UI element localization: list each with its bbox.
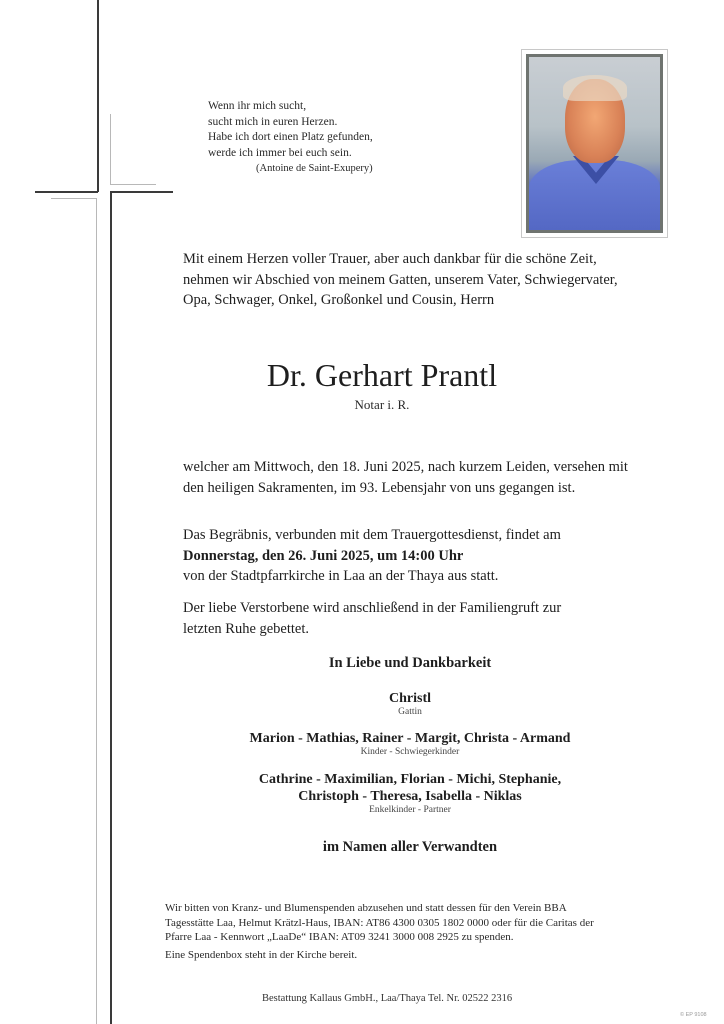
mourners-closing-text: im Namen aller Verwandten xyxy=(322,839,498,855)
intro-line: Opa, Schwager, Onkel, Großonkel und Cousin, Herrn xyxy=(183,292,495,308)
mourner-group-grandchildren xyxy=(110,771,710,815)
cross-right-arm-shadow xyxy=(110,184,156,185)
cross-lower-right-vertical xyxy=(110,191,112,1024)
death-notice xyxy=(183,457,663,498)
quote-line: werde ich immer bei euch sein. xyxy=(208,146,352,159)
mourner-relation: Kinder - Schwiegerkinder xyxy=(360,747,460,757)
mourner-names: Cathrine - Maximilian, Florian - Michi, Stephanie, xyxy=(258,772,562,787)
death-notice-line: welcher am Mittwoch, den 18. Juni 2025, nach kurzem Leiden, versehen mit xyxy=(183,459,628,475)
photo-shirt xyxy=(529,160,660,230)
cross-upper-left-vertical xyxy=(97,0,99,192)
deceased-title: Notar i. R. xyxy=(354,397,410,412)
portrait-photo-frame xyxy=(521,49,668,238)
intro-text xyxy=(183,249,703,311)
burial-line: Der liebe Verstorbene wird anschließend in der Familiengruft zur xyxy=(183,600,562,616)
cross-right-arm xyxy=(110,191,173,193)
photo-hair xyxy=(563,75,627,101)
death-notice-line: den heiligen Sakramenten, im 93. Lebensjahr von uns gegangen ist. xyxy=(183,479,576,496)
mourner-group-children xyxy=(110,731,710,757)
donation-box-note: Eine Spendenbox steht in der Kirche bereit. xyxy=(165,948,358,961)
mourner-relation: Enkelkinder - Partner xyxy=(369,805,451,815)
copyright-mark: © EP 9108 xyxy=(680,1012,707,1018)
burial-line: letzten Ruhe gebettet. xyxy=(183,620,310,637)
quote-line: Wenn ihr mich sucht, xyxy=(208,100,307,112)
funeral-date-time: Donnerstag, den 26. Juni 2025, um 14:00 Uhr xyxy=(183,547,464,564)
portrait-photo xyxy=(526,54,663,233)
quote-line: Habe ich dort einen Platz gefunden, xyxy=(208,131,373,143)
cross-upper-right-vertical xyxy=(110,114,111,185)
funeral-line: Das Begräbnis, verbunden mit dem Trauergottesdienst, findet am xyxy=(183,527,561,543)
mourner-group-spouse xyxy=(110,691,710,717)
mourners-heading-text: In Liebe und Dankbarkeit xyxy=(328,655,492,671)
donation-line: Wir bitten von Kranz- und Blumenspenden abzusehen und statt dessen für den Verein BBA xyxy=(165,902,567,914)
mourners-heading xyxy=(110,654,710,672)
cross-lower-left-vertical xyxy=(96,198,97,1024)
cross-left-arm-shadow xyxy=(51,198,97,199)
memorial-quote xyxy=(208,99,468,177)
cross-left-arm xyxy=(35,191,98,193)
funeral-info xyxy=(183,525,663,587)
burial-info xyxy=(183,598,663,639)
quote-author: (Antoine de Saint-Exupery) xyxy=(256,163,373,174)
donation-line: Tagesstätte Laa, Helmut Krätzl-Haus, IBAN: AT86 4300 0305 1802 0000 oder für die Caritas der xyxy=(165,916,594,929)
mourner-names: Christoph - Theresa, Isabella - Niklas xyxy=(298,789,522,804)
donation-request xyxy=(165,901,705,962)
mourner-names: Marion - Mathias, Rainer - Margit, Christa - Armand xyxy=(249,731,571,746)
intro-line: nehmen wir Abschied von meinem Gatten, unserem Vater, Schwiegervater, xyxy=(183,271,618,288)
mourner-relation: Gattin xyxy=(398,707,422,717)
mourner-names: Christl xyxy=(389,691,431,706)
intro-line: Mit einem Herzen voller Trauer, aber auch dankbar für die schöne Zeit, xyxy=(183,251,597,267)
mourners-closing xyxy=(110,838,710,856)
donation-line: Pfarre Laa - Kennwort „LaaDe“ IBAN: AT09 3241 3000 008 2925 zu spenden. xyxy=(165,931,514,944)
deceased-name: Dr. Gerhart Prantl xyxy=(266,357,498,393)
undertaker-footer: Bestattung Kallaus GmbH., Laa/Thaya Tel. Nr. 02522 2316 xyxy=(262,993,513,1004)
funeral-location: von der Stadtpfarrkirche in Laa an der Thaya aus statt. xyxy=(183,568,499,584)
quote-line: sucht mich in euren Herzen. xyxy=(208,115,338,128)
